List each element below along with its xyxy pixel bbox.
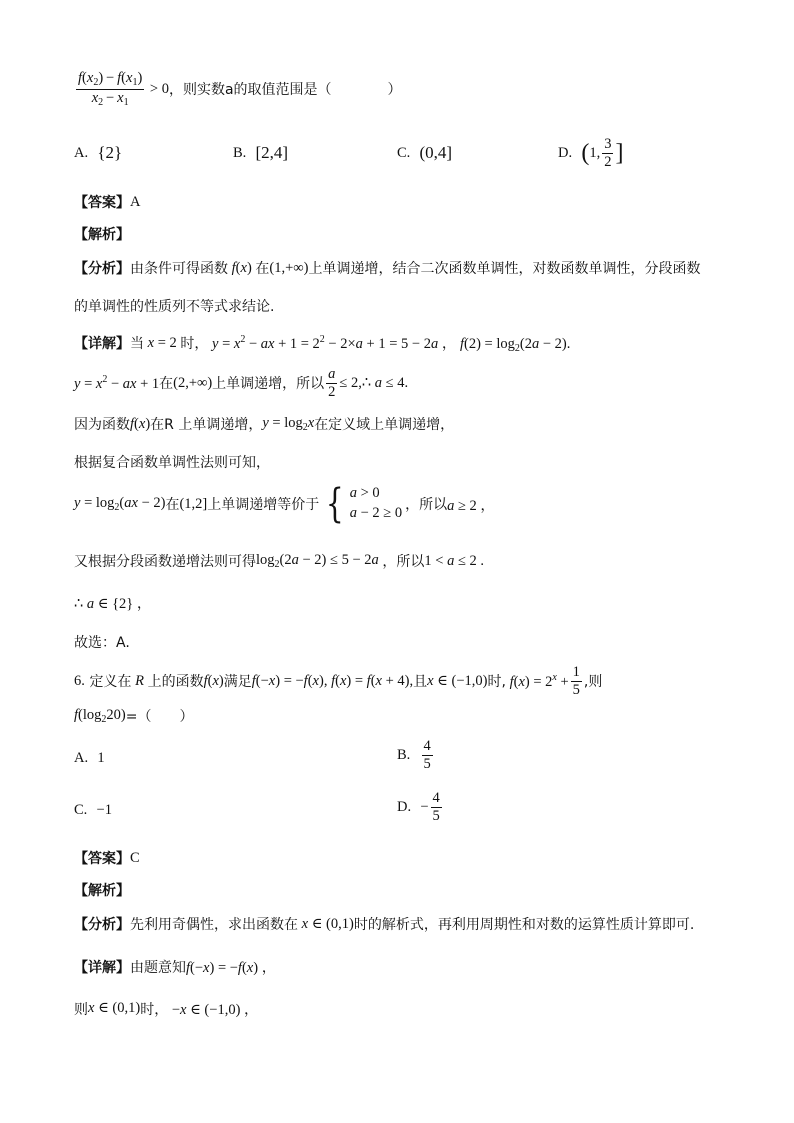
q6-option-b[interactable]: B. $\frac{4}{5}$ bbox=[397, 738, 431, 772]
q6-option-a[interactable]: A. 1 bbox=[74, 750, 105, 766]
q5-detail-line6: 又根据分段函数递增法则可得 $\log_2(2a - 2) \le 5 - 2a$ ，所以 1 < a ≤ 2 . bbox=[74, 552, 485, 570]
q5-fenxi-line1: 【分析】 由条件可得函数 f(x) 在 (1,+∞) 上单调递增，结合二次函数单调性，对数函数单调性，分段函数 bbox=[74, 259, 701, 277]
q6-option-c[interactable]: C. −1 bbox=[74, 802, 112, 818]
q5-detail-line8: 故选：A. bbox=[74, 635, 130, 651]
q5-detail-line2: $y = x^2$ − ax + 1 在 (2,+∞) 上单调递增，所以 $\frac{a}{2}$ ≤ 2,∴ a ≤ 4. bbox=[74, 366, 409, 400]
q6-option-d[interactable]: D. − $\frac{4}{5}$ bbox=[397, 790, 440, 824]
q5-option-a[interactable]: A. {2} bbox=[74, 143, 123, 162]
q5-option-c[interactable]: C. (0,4] bbox=[397, 143, 453, 162]
q6-detail-line1: 【详解】 由题意知 f(−x) = −f(x) ， bbox=[74, 959, 277, 976]
q6-answer: 【答案】 C bbox=[74, 849, 140, 867]
q6-stem-line1: 6. 定义在 R 上的函数 f(x) 满足 f(−x) = −f(x), f(x) = f(x + 4), 且 x ∈ (−1,0) 时, $f(x) = 2^x$ + $\frac{1}{5}$ ,则 bbox=[74, 664, 603, 698]
q5-analysis-label: 【解析】 bbox=[74, 227, 130, 243]
q6-detail-line2: 则 x ∈ (0,1) 时， −x ∈ (−1,0) ， bbox=[74, 1000, 259, 1018]
q6-analysis-label: 【解析】 bbox=[74, 883, 130, 899]
q5-option-d[interactable]: D. ( 1, $\frac{3}{2}$ ] bbox=[558, 136, 624, 170]
q5-detail-line3: 因为函数 f(x) 在R 上单调递增， $y = \log_2x$ 在定义域上单调递增， bbox=[74, 415, 455, 433]
q5-answer: 【答案】 A bbox=[74, 193, 141, 211]
q5-detail-line5: $y = \log_2(ax - 2)$ 在 (1,2] 上单调递增等价于 { a > 0 a − 2 ≥ 0 ，所以 a ≥ 2 ， bbox=[74, 481, 495, 527]
q5-detail-line1: 【详解】 当 x = 2 时， $y = x^2$ − ax + $1 = 2^2 - 2\times a + 1 = 5 - 2a$ ， $f(2) = \log_2(2a - 2)$. bbox=[74, 334, 571, 354]
q6-stem-line2: $f(\log_220)$ =（ ） bbox=[74, 707, 194, 725]
q5-detail-line4: 根据复合函数单调性法则可知， bbox=[74, 455, 270, 471]
q5-condition-line: $\frac{f(x_2) - f(x_1)}{x_2 - x_1}$ > 0 ，则实数a的取值范围是（ ） bbox=[78, 70, 402, 108]
q6-fenxi-line: 【分析】 先利用奇偶性，求出函数在 x ∈ (0,1) 时的解析式，再利用周期性和对数的运算性质计算即可. bbox=[74, 915, 695, 933]
inequality-system: { a > 0 a − 2 ≥ 0 bbox=[326, 481, 403, 527]
difference-quotient: $\frac{f(x_2) - f(x_1)}{x_2 - x_1}$ bbox=[78, 70, 143, 108]
q5-detail-line7: ∴ a ∈ {2} ， bbox=[74, 596, 152, 612]
q5-fenxi-line2: 的单调性的性质列不等式求结论. bbox=[74, 299, 275, 315]
q5-option-b[interactable]: B. [2,4] bbox=[233, 143, 289, 162]
q5-stem-tail: ，则实数a的取值范围是（ ） bbox=[168, 82, 402, 98]
